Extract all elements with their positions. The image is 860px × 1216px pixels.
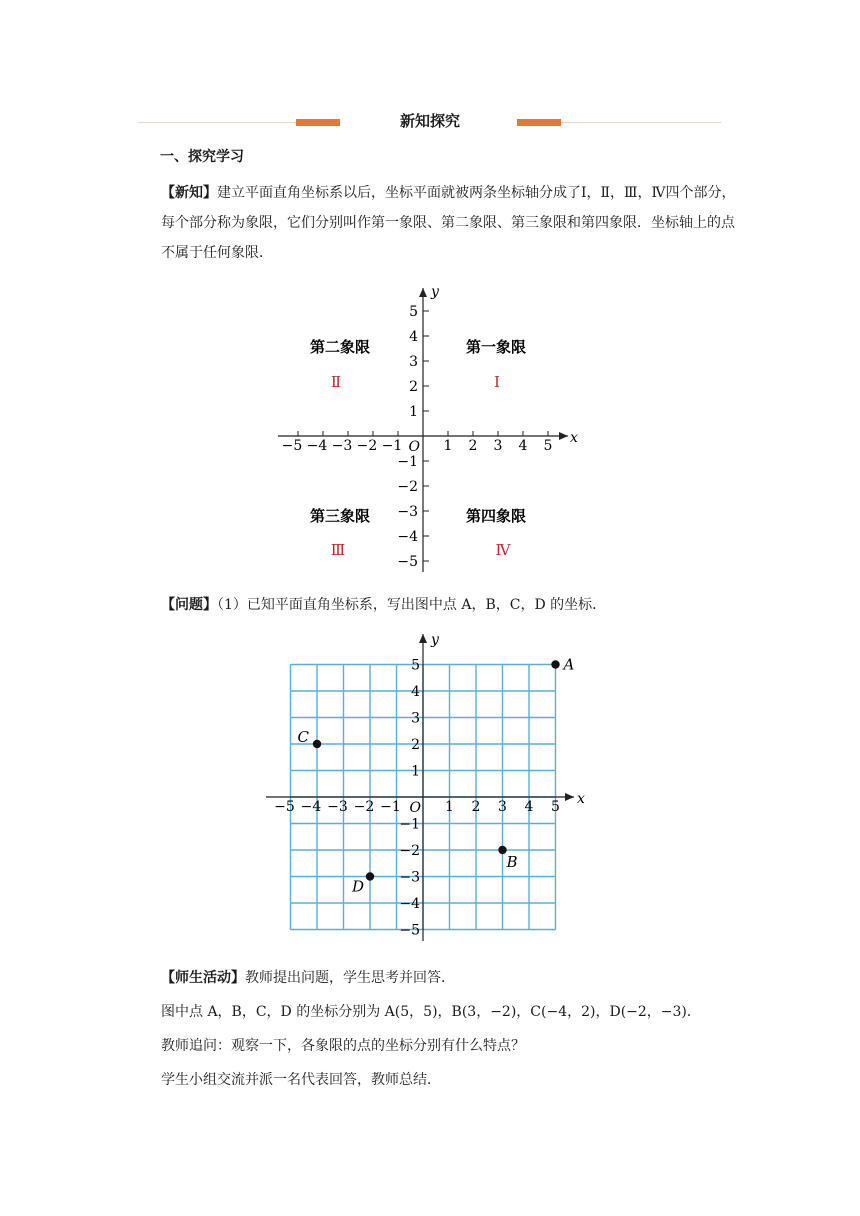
y-axis-arrow — [419, 634, 427, 643]
header-accent-right — [517, 119, 561, 126]
x-tick-label: −2 — [353, 799, 375, 815]
quadrant-axes — [278, 284, 578, 572]
y-tick-label: −2 — [397, 479, 418, 495]
x-tick-label: 5 — [551, 799, 560, 815]
intro-paragraph — [161, 178, 736, 268]
y-tick-label: 5 — [411, 657, 420, 674]
y-tick-label: 4 — [411, 684, 420, 700]
y-tick-label: −5 — [399, 922, 420, 939]
x-axis-arrow — [565, 793, 574, 801]
x-tick-label: −4 — [306, 438, 328, 454]
y-tick-label: 2 — [409, 379, 418, 395]
activity-paragraph — [161, 963, 736, 993]
y-tick-label: 5 — [409, 304, 418, 320]
x-tick-label: 2 — [468, 438, 478, 454]
activity-answer: 图中点 A，B，C，D 的坐标分别为 A(5，5)，B(3，−2)，C(−4，2)，D(−2，−3)． — [161, 1004, 701, 1020]
x-tick-label: −5 — [274, 799, 295, 815]
y-axis-label: y — [431, 632, 439, 648]
x-tick-label: −1 — [380, 799, 401, 815]
y-tick-label: −1 — [397, 454, 418, 470]
point-label-b: B — [506, 853, 518, 871]
x-axis-label: x — [570, 430, 578, 446]
y-tick-label: 1 — [411, 763, 420, 780]
x-tick-label: −3 — [327, 799, 348, 815]
y-tick-label: 2 — [411, 737, 420, 753]
y-tick-label: −4 — [399, 896, 420, 912]
y-tick-label: −5 — [397, 554, 418, 570]
grid-figure — [0, 628, 860, 948]
question-paragraph — [161, 590, 736, 620]
x-tick-label: 2 — [471, 799, 481, 815]
question-label: 【问题】 — [161, 597, 217, 613]
grid-plot — [266, 632, 585, 941]
x-tick-label: −4 — [300, 799, 322, 815]
quadrant-3-numeral: Ⅲ — [330, 541, 346, 559]
x-tick-label: −5 — [281, 438, 303, 454]
point-d — [366, 872, 374, 880]
x-tick-label: 4 — [524, 799, 534, 815]
y-tick-label: 3 — [411, 710, 420, 727]
point-label-c: C — [297, 728, 309, 746]
header-rule-right — [561, 122, 721, 123]
x-tick-label: 1 — [445, 799, 454, 815]
x-tick-label: 3 — [493, 438, 503, 454]
x-tick-label: 4 — [518, 438, 528, 454]
quadrant-1-numeral: Ⅰ — [494, 373, 500, 391]
intro-label: 【新知】 — [161, 185, 217, 201]
y-tick-label: −1 — [399, 816, 420, 833]
quadrant-2-numeral: Ⅱ — [330, 373, 342, 391]
point-a — [551, 660, 559, 668]
quadrant-3-name: 第三象限 — [309, 507, 371, 525]
quadrant-2-name: 第二象限 — [309, 338, 371, 356]
y-axis-arrow — [419, 288, 427, 297]
y-tick-label: 1 — [409, 404, 418, 420]
y-tick-label: 4 — [409, 329, 418, 345]
y-tick-label: −4 — [397, 529, 418, 545]
header-rule-left — [138, 122, 298, 123]
x-axis-arrow — [559, 432, 568, 440]
point-label-d: D — [351, 877, 364, 896]
x-tick-label: 3 — [498, 799, 507, 815]
y-tick-label: −3 — [399, 869, 420, 886]
origin-label: O — [409, 800, 421, 816]
quadrant-4-numeral: Ⅳ — [495, 541, 511, 559]
section-heading: 一、探究学习 — [160, 149, 244, 165]
activity-label: 【师生活动】 — [161, 970, 245, 986]
teacher-followup: 教师追问：观察一下，各象限的点的坐标分别有什么特点？ — [161, 1038, 525, 1054]
quadrant-figure — [0, 280, 860, 580]
y-tick-label: −3 — [397, 504, 418, 520]
question-text: （1）已知平面直角坐标系，写出图中点 A，B，C，D 的坐标． — [217, 597, 607, 613]
point-label-a: A — [563, 655, 575, 674]
x-tick-label: −2 — [356, 438, 378, 454]
quadrant-1-name: 第一象限 — [465, 338, 527, 356]
y-tick-label: 3 — [409, 354, 418, 370]
point-b — [498, 846, 506, 854]
activity-text: 教师提出问题，学生思考并回答． — [245, 970, 455, 986]
x-tick-label: −1 — [381, 438, 403, 454]
intro-text: 建立平面直角坐标系以后，坐标平面就被两条坐标轴分成了Ⅰ，Ⅱ，Ⅲ，Ⅳ四个部分，每个部分称为象限，它们分别叫作第一象限、第二象限、第三象限和第四象限．坐标轴上的点不属于任何象限． — [161, 185, 736, 261]
student-summary: 学生小组交流并派一名代表回答，教师总结． — [161, 1072, 441, 1088]
page-title: 新知探究 — [399, 112, 460, 130]
y-axis-label: y — [431, 284, 439, 300]
x-tick-label: 1 — [443, 438, 453, 454]
x-tick-label: 5 — [543, 438, 553, 454]
quadrant-4-name: 第四象限 — [465, 507, 527, 525]
point-c — [313, 740, 321, 748]
y-tick-label: −2 — [399, 843, 420, 859]
x-tick-label: −3 — [331, 438, 353, 454]
origin-label: O — [408, 439, 420, 455]
x-axis-label: x — [577, 791, 585, 807]
